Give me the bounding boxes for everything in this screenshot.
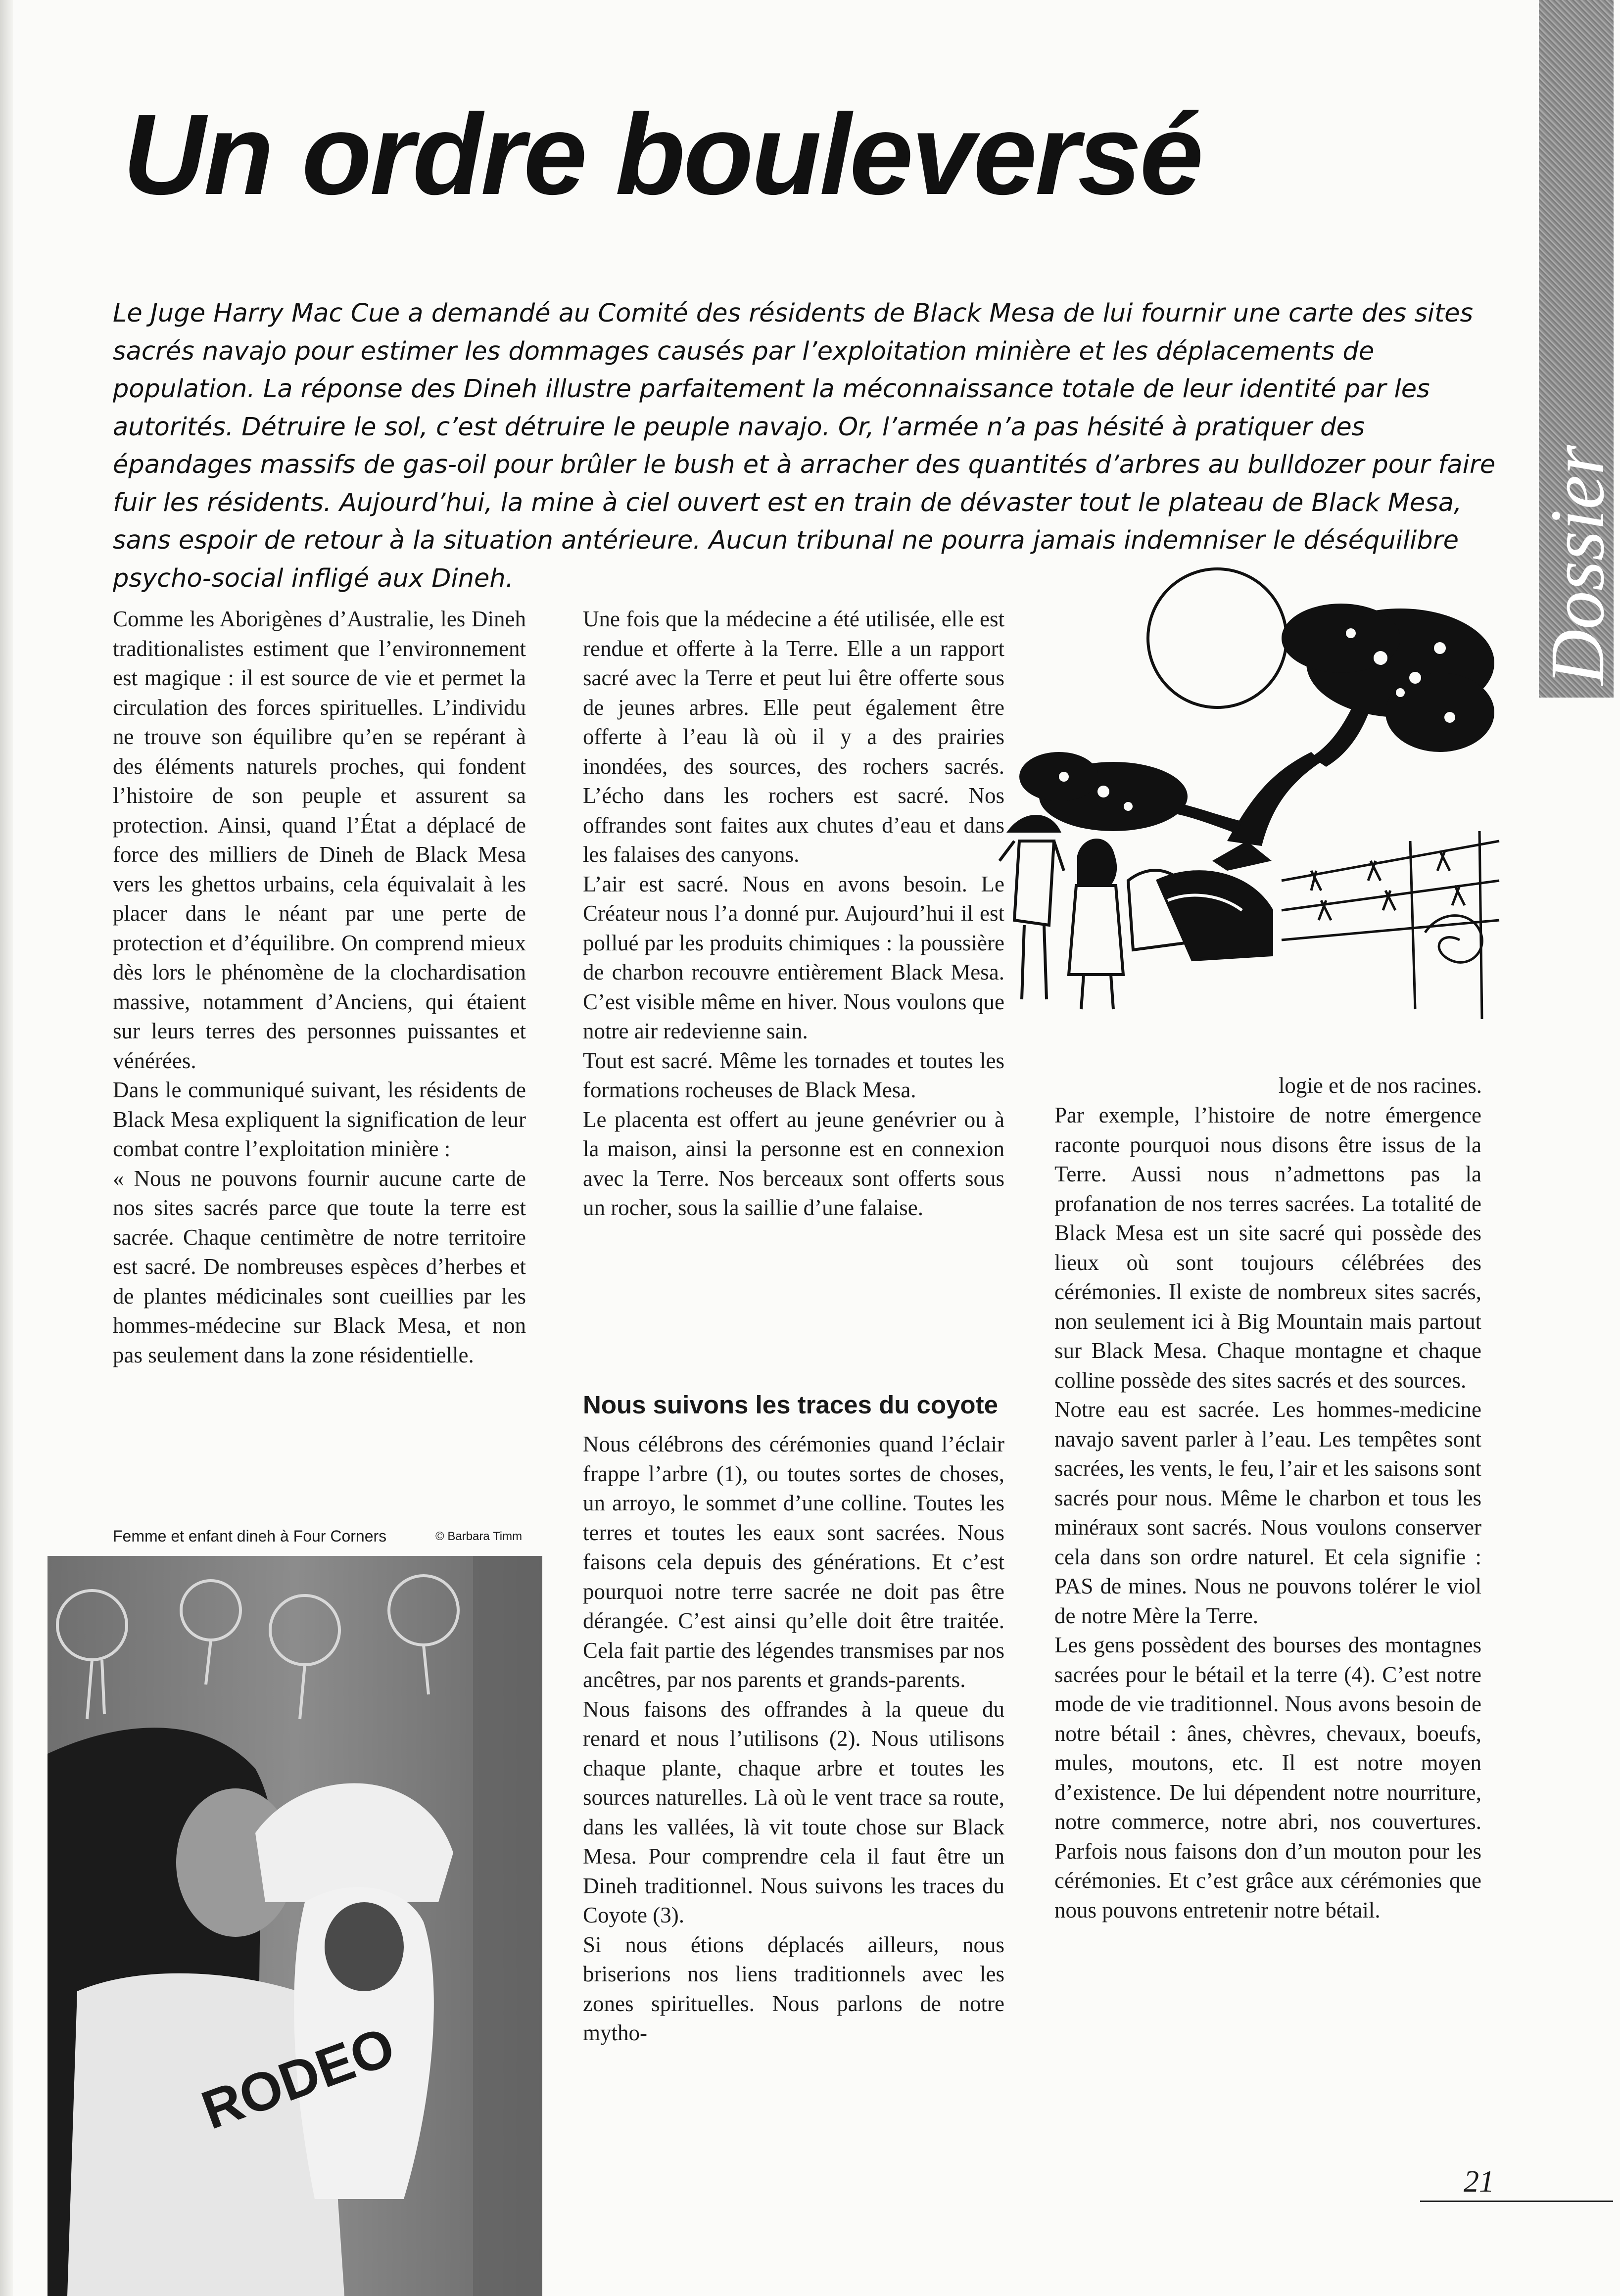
text-column-1: [113, 605, 526, 1370]
navajo-illustration: [995, 564, 1504, 1123]
dossier-side-tab: [1534, 0, 1620, 698]
moon-shape: [1148, 569, 1286, 707]
page-left-edge: [0, 0, 13, 2296]
paragraph: Le placenta est offert au jeune genévrier ou à la maison, ainsi la personne est en connexion avec la Terre. Nos berceaux sont offerts sous un rocher, sous la saillie d’une falaise.: [583, 1107, 1004, 1220]
photo-caption: Femme et enfant dineh à Four Corners: [113, 1527, 387, 1545]
dossier-label: Dossier: [1534, 445, 1620, 685]
page-number-rule: [1420, 2201, 1613, 2202]
paragraph: L’air est sacré. Nous en avons besoin. Le Créateur nous l’a donné pur. Aujourd’hui il est pollué par les produits chimiques : la poussière de charbon recouvre entièrement Black Mesa. C’est visible même en hiver. Nous voulons que notre air redevienne sain.: [583, 871, 1004, 1043]
paragraph: Comme les Aborigènes d’Australie, les Dineh traditionalistes estiment que l’environnement est magique : il est source de vie et permet la circulation des forces spirituelles. L’individu ne trouve son équilibre qu’en se repérant à des éléments naturels proches, qui fondent l’histoire de son peuple et assurent sa protection. Ainsi, quand l’État a déplacé de force des milliers de Dineh de Black Mesa vers les ghettos urbains, cela équivalait à les placer dans le néant par une perte de protection et d’équilibre. On comprend mieux dès lors le phénomène de la clochardisation massive, notamment d’Anciens, qui étaient sur leurs terres des personnes puissantes et vénérées.: [113, 607, 526, 1073]
paragraph: Les gens possèdent des bourses des montagnes sacrées pour le bétail et la terre (4). C’est notre mode de vie traditionnel. Nous avons besoin de notre bétail : ânes, chèvres, chevaux, boeufs, mules, moutons, etc. Il est notre moyen d’existence. De lui dépendent notre nourriture, notre commerce, notre abri, nos couvertures. Parfois nous faisons don d’un mouton pour les cérémonies. Et c’est grâce aux cérémonies que nous pouvons entretenir notre bétail.: [1054, 1633, 1481, 1922]
paragraph: Si nous étions déplacés ailleurs, nous briserions nos liens traditionnels avec les zones spirituelles. Nous parlons de notre mytho-: [583, 1932, 1004, 2045]
paragraph: « Nous ne pouvons fournir aucune carte de nos sites sacrés parce que toute la terre est sacrée. Chaque centimètre de notre territoire est sacré. De nombreuses espèces d’herbes et de plantes médicinales sont cueillies par les hommes-médecine sur Black Mesa, et non pas seulement dans la zone résidentielle.: [113, 1166, 526, 1367]
barbed-wire-fence: [1282, 831, 1499, 1019]
paragraph-fragment: logie et de nos racines.: [1278, 1073, 1482, 1098]
figures-shape: [1000, 816, 1272, 1009]
baby-face-shape: [325, 1902, 404, 1991]
paragraph: Par exemple, l’histoire de notre émergence raconte pourquoi nous disons être issus de la Terre. Aussi nous n’admettons pas la profanation de nos terres sacrées. La totalité de Black Mesa est un site sacré qui possède des lieux où sont toujours célébrées des cérémonies. Il existe de nombreux sites sacrés, non seulement ici à Big Mountain mais partout sur Black Mesa. Chaque montagne et chaque colline possède des sites sacrés et des sources.: [1054, 1103, 1481, 1393]
paragraph: Nous célébrons des cérémonies quand l’éclair frappe l’arbre (1), ou toutes sortes de choses, un arroyo, le sommet d’une colline. Toutes les terres et toutes les eaux sont sacrées. Nous faisons cela depuis des générations. Et c’est pourquoi notre terre sacrée ne doit pas être dérangée. C’est ainsi qu’elle doit être traitée. Cela fait partie des légendes transmises par nos ancêtres, par nos parents et grands-parents.: [583, 1432, 1004, 1692]
mother-child-photo: [48, 1556, 542, 2296]
text-column-2: [583, 605, 1004, 1223]
photo-credit: © Barbara Timm: [435, 1530, 523, 1543]
shirt-print-text: RODEO: [194, 2015, 403, 2141]
paragraph: Notre eau est sacrée. Les hommes-medicine navajo savent parler à l’eau. Les tempêtes sont sacrées, les vents, le feu, l’air et les saisons sont sacrés pour nous. Même le charbon et tous les minéraux sont sacrés. Nous voulons conserver cela dans son ordre naturel. Et cela signifie : PAS de mines. Nous ne pouvons tolérer le viol de notre Mère la Terre.: [1054, 1397, 1481, 1628]
paragraph: Dans le communiqué suivant, les résidents de Black Mesa expliquent la signification de leur combat contre l’exploitation minière :: [113, 1078, 526, 1161]
paragraph: Nous faisons des offrandes à la queue du renard et nous l’utilisons (2). Nous utilisons chaque plante, chaque arbre et toutes les sources naturelles. Là où le vent trace sa route, dans les vallées, là vit toute chose sur Black Mesa. Pour comprendre cela il faut être un Dineh traditionnel. Nous suivons les traces du Coyote (3).: [583, 1696, 1004, 1927]
text-column-3: [1054, 1101, 1481, 1925]
article-lead: Le Juge Harry Mac Cue a demandé au Comité des résidents de Black Mesa de lui fournir une carte des sites sacrés navajo pour estimer les dommages causés par l’exploitation minière et les déplacements de population. La réponse des Dineh illustre parfaitement la méconnaissance totale de leur identité par les autorités. Détruire le sol, c’est détruire le peuple navajo. Or, l’armée n’a pas hésité à pratiquer des épandages massifs de gas-oil pour brûler le bush et à arracher des quantités d’arbres au bulldozer pour faire fuir les résidents. Aujourd’hui, la mine à ciel ouvert est en train de dévaster tout le plateau de Black Mesa, sans espoir de retour à la situation antérieure. Aucun tribunal ne pourra jamais indemniser le déséquilibre psycho-social infligé aux Dineh.: [113, 299, 1496, 593]
text-column-2-continued: [583, 1430, 1004, 2048]
section-heading: Nous suivons les traces du coyote: [583, 1391, 998, 1419]
article-title: Un ordre bouleversé: [123, 91, 1202, 219]
paragraph: Tout est sacré. Même les tornades et toutes les formations rocheuses de Black Mesa.: [583, 1048, 1004, 1102]
paragraph: Une fois que la médecine a été utilisée, elle est rendue et offerte à la Terre. Elle a un rapport sacré avec la Terre et peut lui être offerte sous de jeunes arbres. Elle peut également être offerte à l’eau là où il y a des prairies inondées, des sources, des rochers sacrés. L’écho dans les rochers est sacré. Nos offrandes sont faites aux chutes d’eau et dans les falaises des canyons.: [583, 607, 1004, 867]
page-number: 21: [1464, 2165, 1494, 2199]
